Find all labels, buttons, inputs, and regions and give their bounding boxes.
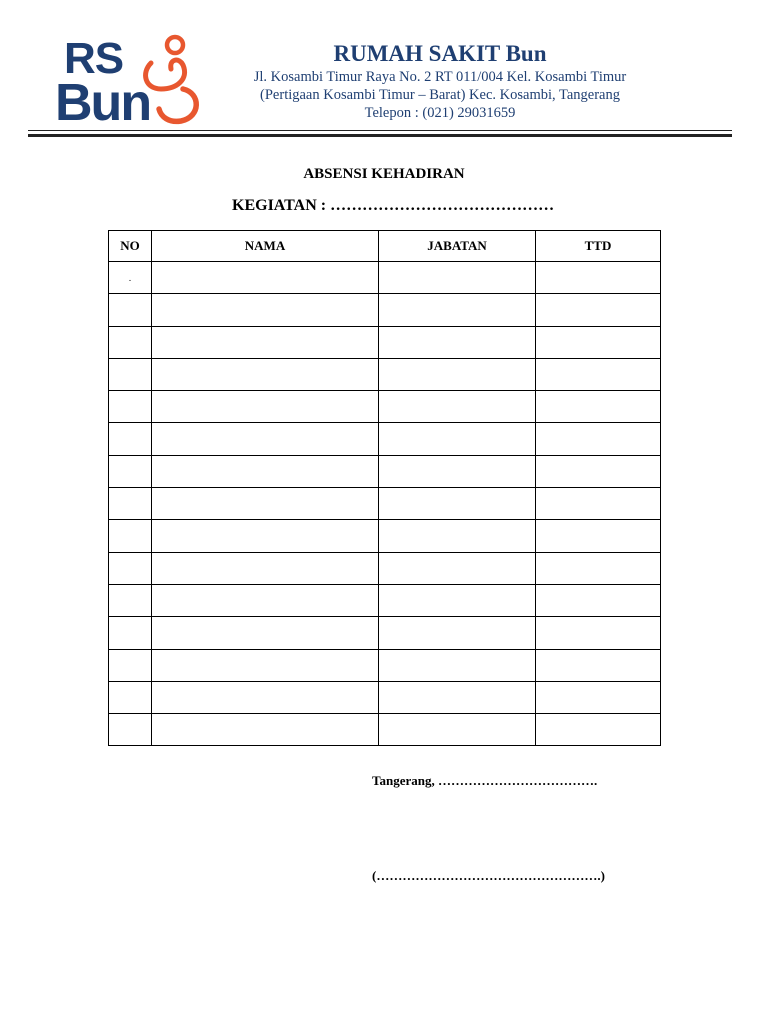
table-row: [109, 552, 661, 584]
table-row: [109, 584, 661, 616]
cell-jabatan: [379, 423, 536, 455]
cell-no: [109, 488, 152, 520]
cell-nama: [152, 488, 379, 520]
column-header-no: NO: [109, 231, 152, 262]
cell-ttd: [536, 714, 661, 746]
cell-ttd: [536, 262, 661, 294]
cell-nama: [152, 584, 379, 616]
cell-ttd: [536, 391, 661, 423]
table-row: [109, 326, 661, 358]
cell-ttd: [536, 294, 661, 326]
hospital-logo: [55, 33, 205, 133]
cell-no: [109, 294, 152, 326]
cell-no: [109, 714, 152, 746]
table-row: [109, 617, 661, 649]
cell-no: .: [109, 262, 152, 294]
cell-ttd: [536, 326, 661, 358]
cell-nama: [152, 714, 379, 746]
person-swirl-icon: [139, 33, 205, 129]
cell-nama: [152, 617, 379, 649]
table-row: [109, 455, 661, 487]
cell-jabatan: [379, 294, 536, 326]
cell-ttd: [536, 358, 661, 390]
cell-ttd: [536, 488, 661, 520]
cell-ttd: [536, 649, 661, 681]
activity-field: KEGIATAN : ……………………………………: [232, 197, 555, 214]
table-row: [109, 391, 661, 423]
cell-ttd: [536, 552, 661, 584]
cell-nama: [152, 649, 379, 681]
cell-ttd: [536, 520, 661, 552]
cell-no: [109, 552, 152, 584]
cell-nama: [152, 455, 379, 487]
table-row: [109, 681, 661, 713]
cell-no: [109, 584, 152, 616]
cell-nama: [152, 552, 379, 584]
table-row: [109, 358, 661, 390]
cell-jabatan: [379, 584, 536, 616]
cell-nama: [152, 358, 379, 390]
cell-ttd: [536, 617, 661, 649]
phone-number: Telepon : (021) 29031659: [364, 105, 516, 121]
cell-ttd: [536, 584, 661, 616]
signature-name-line: (…………………………………………….): [372, 868, 605, 883]
logo-rs-text: RS: [64, 34, 124, 83]
table-row: [109, 520, 661, 552]
form-title: ABSENSI KEHADIRAN: [303, 166, 465, 182]
cell-no: [109, 455, 152, 487]
cell-jabatan: [379, 326, 536, 358]
column-header-ttd: TTD: [536, 231, 661, 262]
cell-jabatan: [379, 391, 536, 423]
address-line-1: Jl. Kosambi Timur Raya No. 2 RT 011/004 Kel. Kosambi Timur: [253, 69, 627, 85]
cell-ttd: [536, 681, 661, 713]
cell-nama: [152, 294, 379, 326]
hospital-name: RUMAH SAKIT Bun: [333, 41, 547, 66]
cell-jabatan: [379, 520, 536, 552]
cell-jabatan: [379, 649, 536, 681]
cell-nama: [152, 681, 379, 713]
table-header-row: [109, 231, 661, 262]
cell-nama: [152, 520, 379, 552]
cell-no: [109, 423, 152, 455]
cell-no: [109, 326, 152, 358]
column-header-jabatan: JABATAN: [379, 231, 536, 262]
attendance-table: [108, 230, 661, 746]
table-row: [109, 488, 661, 520]
cell-ttd: [536, 455, 661, 487]
signature-place-date: Tangerang, ……………………………….: [372, 773, 598, 788]
cell-nama: [152, 262, 379, 294]
cell-no: [109, 520, 152, 552]
table-row: [109, 714, 661, 746]
cell-ttd: [536, 423, 661, 455]
cell-no: [109, 649, 152, 681]
header-divider-thick: [28, 134, 732, 137]
address-line-2: (Pertigaan Kosambi Timur – Barat) Kec. Kosambi, Tangerang: [260, 87, 620, 103]
cell-jabatan: [379, 714, 536, 746]
cell-no: [109, 391, 152, 423]
cell-jabatan: [379, 262, 536, 294]
cell-jabatan: [379, 488, 536, 520]
table-row: [109, 649, 661, 681]
cell-nama: [152, 326, 379, 358]
logo-bun-text: Bun: [55, 74, 151, 132]
cell-nama: [152, 423, 379, 455]
column-header-nama: NAMA: [152, 231, 379, 262]
cell-no: [109, 617, 152, 649]
cell-nama: [152, 391, 379, 423]
cell-jabatan: [379, 358, 536, 390]
table-row: [109, 262, 661, 294]
cell-jabatan: [379, 455, 536, 487]
table-row: [109, 294, 661, 326]
cell-jabatan: [379, 681, 536, 713]
cell-no: [109, 358, 152, 390]
cell-jabatan: [379, 552, 536, 584]
header-divider-thin: [28, 130, 732, 131]
letterhead: [225, 40, 655, 122]
cell-no: [109, 681, 152, 713]
cell-jabatan: [379, 617, 536, 649]
table-row: [109, 423, 661, 455]
